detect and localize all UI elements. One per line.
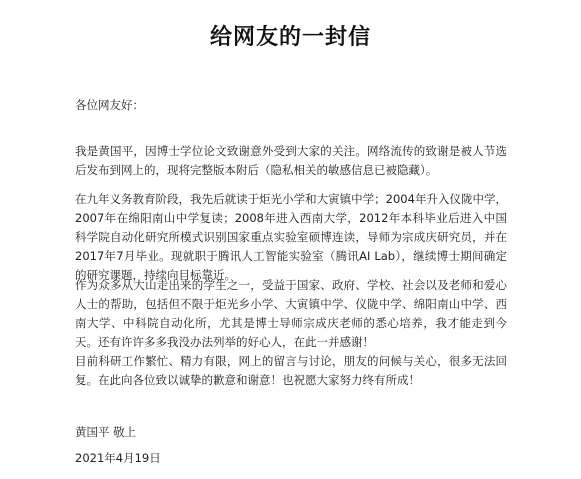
letter-paragraph: 作为众多从大山走出来的学生之一，受益于国家、政府、学校、社会以及老师和爱心人士的帮助，包括但不限于炬光乡小学、大寅镇中学、仪陇中学、绵阳南山中学、西南大学、中科院自动化所，尤其是博士导师宗成庆老师的悉心培养，我才能走到今天。还有许许多多我没办法列举的好心人，在此一并感谢！ xyxy=(75,278,507,349)
letter-paragraph: 在九年义务教育阶段，我先后就读于炬光小学和大寅镇中学；2004年升入仪陇中学，2007年在绵阳南山中学复读；2008年进入西南大学，2012年本科毕业后进入中国科学院自动化研究所模式识别国家重点实验室硕博连读，导师为宗成庆研究员，并在2017年7月毕业。现就职于腾讯人工智能实验室（腾讯AI Lab），继续博士期间确定的研究课题，持续向目标靠近。 xyxy=(75,192,507,282)
letter-date: 2021年4月19日 xyxy=(75,451,161,465)
letter-greeting: 各位网友好： xyxy=(75,98,144,112)
letter-paragraph: 我是黄国平，因博士学位论文致谢意外受到大家的关注。网络流传的致谢是被人节选后发布到网上的，现将完整版本附后（隐私相关的敏感信息已被隐藏）。 xyxy=(75,144,507,177)
letter-paragraph: 目前科研工作繁忙、精力有限，网上的留言与讨论，朋友的问候与关心，很多无法回复。在此向各位致以诚挚的歉意和谢意！也祝愿大家努力终有所成！ xyxy=(75,354,507,387)
letter-title: 给网友的一封信 xyxy=(209,25,371,50)
letter-signature: 黄国平 敬上 xyxy=(75,425,137,439)
